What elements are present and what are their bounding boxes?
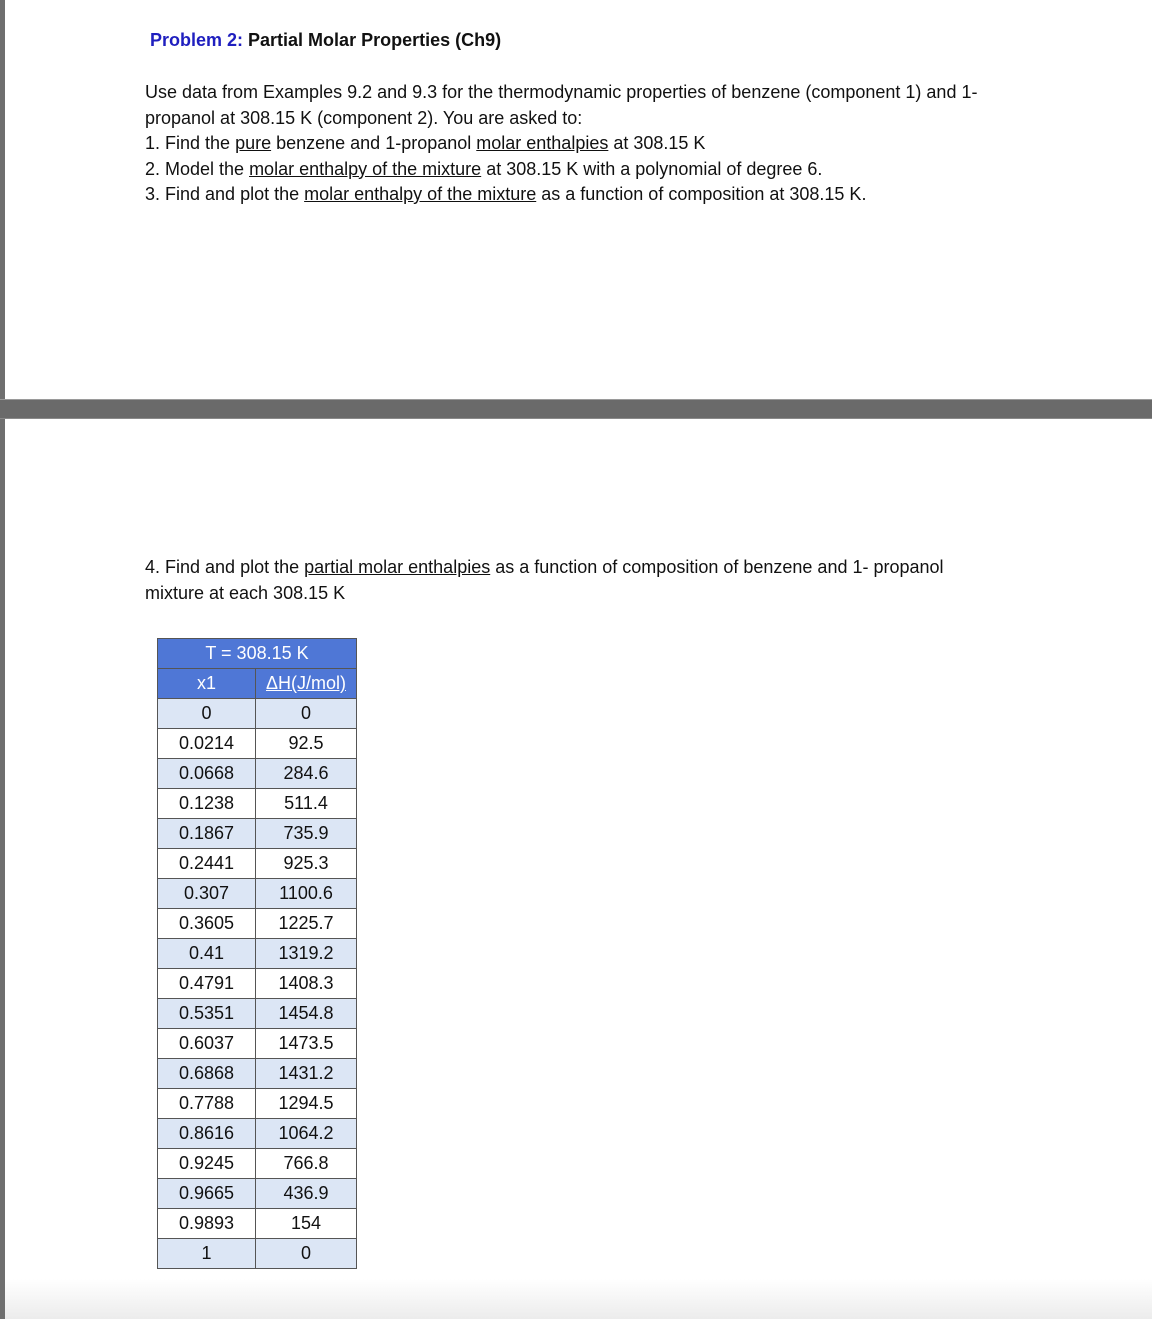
table-title: T = 308.15 K	[158, 639, 357, 669]
task-item-2-underlined: molar enthalpy of the mixture	[249, 158, 482, 179]
task-item-4-line-1	[145, 555, 1045, 581]
intro-line-1: Use data from Examples 9.2 and 9.3 for the thermodynamic properties of benzene (component 1) and 1-	[145, 82, 978, 102]
cell-x1: 0.6037	[158, 1029, 256, 1059]
cell-x1: 0.9245	[158, 1149, 256, 1179]
task-item-4	[145, 555, 1045, 606]
cell-delta-h: 1408.3	[256, 969, 357, 999]
intro-paragraph	[145, 80, 1045, 208]
cell-x1: 1	[158, 1239, 256, 1269]
task-item-2	[145, 157, 1045, 183]
cell-x1: 0.9665	[158, 1179, 256, 1209]
cell-x1: 0.3605	[158, 909, 256, 939]
task-item-1-text-3: at 308.15 K	[608, 133, 706, 153]
task-item-3-text: 3. Find and plot the	[145, 184, 305, 204]
table-row	[158, 819, 357, 849]
cell-x1: 0.6868	[158, 1059, 256, 1089]
column-header-delta-h	[256, 669, 357, 699]
cell-x1: 0.4791	[158, 969, 256, 999]
cell-x1: 0.0214	[158, 729, 256, 759]
cell-delta-h: 735.9	[256, 819, 357, 849]
task-item-1-text: 1. Find the	[145, 133, 236, 153]
task-item-3-underlined: molar enthalpy of the mixture	[304, 184, 537, 204]
cell-x1: 0.2441	[158, 849, 256, 879]
cell-x1: 0.41	[158, 939, 256, 969]
task-item-4-line-2: mixture at each 308.15 K	[145, 582, 346, 603]
problem-label: Problem 2:	[150, 30, 244, 50]
table-row	[158, 879, 357, 909]
table-row	[158, 1119, 357, 1149]
cell-x1: 0.7788	[158, 1089, 256, 1119]
cell-delta-h: 0	[256, 699, 357, 729]
cell-delta-h: 511.4	[256, 789, 357, 819]
table-row	[158, 969, 357, 999]
task-item-3-text-2: as a function of composition at 308.15 K.	[536, 184, 867, 204]
document-page-2	[0, 419, 1152, 1319]
cell-delta-h: 1319.2	[256, 939, 357, 969]
task-item-2-text-2: at 308.15 K with a polynomial of degree 6.	[481, 158, 823, 179]
table-row	[158, 789, 357, 819]
cell-delta-h: 284.6	[256, 759, 357, 789]
task-item-4-text-2: as a function of composition of benzene and 1- propanol	[490, 557, 944, 577]
task-item-4-underlined: partial molar enthalpies	[304, 557, 491, 577]
task-item-1-text-2: benzene and 1-propanol	[271, 133, 477, 153]
cell-delta-h: 1454.8	[256, 999, 357, 1029]
cell-delta-h: 436.9	[256, 1179, 357, 1209]
task-item-2-text: 2. Model the	[145, 158, 250, 179]
task-item-1	[145, 131, 1045, 157]
table-row	[158, 1239, 357, 1269]
cell-delta-h: 925.3	[256, 849, 357, 879]
cell-x1: 0.5351	[158, 999, 256, 1029]
cell-x1: 0.9893	[158, 1209, 256, 1239]
table-row	[158, 849, 357, 879]
table-row	[158, 939, 357, 969]
task-item-4-text: 4. Find and plot the	[145, 557, 305, 577]
task-item-1-underlined-molar-enthalpies: molar enthalpies	[476, 133, 609, 153]
cell-delta-h: 1225.7	[256, 909, 357, 939]
page-divider	[0, 399, 1152, 419]
cell-delta-h: 1100.6	[256, 879, 357, 909]
cell-delta-h: 1294.5	[256, 1089, 357, 1119]
table-row	[158, 699, 357, 729]
cell-x1: 0.0668	[158, 759, 256, 789]
task-item-1-underlined-pure: pure	[235, 133, 272, 153]
cell-delta-h: 154	[256, 1209, 357, 1239]
document-page-1	[0, 0, 1152, 399]
enthalpy-data-table	[157, 638, 357, 1269]
table-row	[158, 1029, 357, 1059]
problem-title: Partial Molar Properties (Ch9)	[243, 30, 502, 50]
cell-x1: 0.8616	[158, 1119, 256, 1149]
table-row	[158, 759, 357, 789]
intro-line-2: propanol at 308.15 K (component 2). You are asked to:	[145, 107, 583, 128]
cell-delta-h: 0	[256, 1239, 357, 1269]
cell-delta-h: 1473.5	[256, 1029, 357, 1059]
table-row	[158, 1089, 357, 1119]
table-row	[158, 999, 357, 1029]
cell-x1: 0.307	[158, 879, 256, 909]
cell-delta-h: 92.5	[256, 729, 357, 759]
table-row	[158, 729, 357, 759]
table-row	[158, 1209, 357, 1239]
table-body	[158, 699, 357, 1269]
problem-heading	[150, 30, 501, 51]
cell-x1: 0.1238	[158, 789, 256, 819]
table-row	[158, 1179, 357, 1209]
task-item-3	[145, 182, 1045, 208]
cell-x1: 0.1867	[158, 819, 256, 849]
cell-delta-h: 766.8	[256, 1149, 357, 1179]
cell-x1: 0	[158, 699, 256, 729]
cell-delta-h: 1064.2	[256, 1119, 357, 1149]
column-header-delta-h-text: ΔH(J/mol)	[265, 673, 346, 693]
table-row	[158, 1149, 357, 1179]
table-row	[158, 1059, 357, 1089]
cell-delta-h: 1431.2	[256, 1059, 357, 1089]
column-header-x1: x1	[158, 669, 256, 699]
table-row	[158, 909, 357, 939]
